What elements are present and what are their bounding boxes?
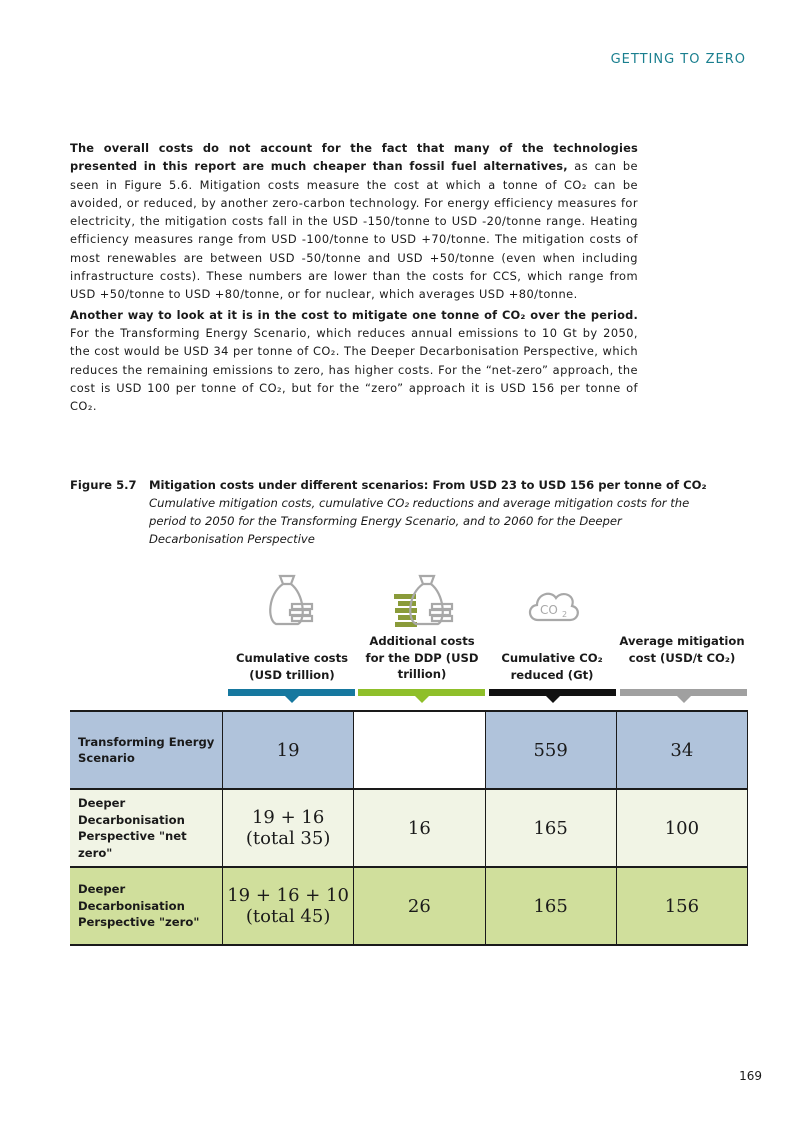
paragraph-2: [70, 306, 638, 416]
paragraph-2-lead: Another way to look at it is in the cost to mitigate one tonne of CO₂ over the period.: [70, 307, 638, 322]
paragraph-2-text: For the Transforming Energy Scenario, which reduces annual emissions to 10 Gt by 2050, the cost would be USD 34 per tonne of CO₂. The Deeper Decarbonisation Perspective, which reduces the remaining emissions to zero, has higher costs. For the “net-zero” approach, the cost is USD 100 per tonne of CO₂, but for the “zero” approach it is USD 156 per tonne of CO₂.: [70, 325, 638, 414]
figure-caption: [70, 476, 750, 548]
row-label: Deeper Decarbonisation Perspective "zero": [70, 867, 223, 945]
cell-cumulative-line2: (total 35): [245, 828, 331, 849]
cell-co2: 165: [485, 789, 616, 867]
cell-avg: 156: [616, 867, 747, 945]
cell-co2: 559: [485, 711, 616, 789]
figure-label: Figure 5.7: [70, 478, 137, 492]
svg-text:CO: CO: [540, 603, 558, 617]
cell-cumulative-line1: 19 + 16 + 10: [227, 885, 349, 906]
co2-cloud-icon: [524, 584, 582, 626]
col-header-avg-cost: Average mitigation cost (USD/t CO₂): [619, 634, 745, 665]
col-marker-cumulative: [285, 696, 299, 703]
body-text: [70, 139, 638, 417]
money-bag-icon: [262, 570, 320, 628]
cell-additional: 16: [354, 789, 485, 867]
col-marker-avg: [677, 696, 691, 703]
cell-avg: 34: [616, 711, 747, 789]
table-row: [70, 711, 748, 789]
mitigation-table: [70, 710, 748, 946]
col-marker-additional: [415, 696, 429, 703]
paragraph-1-text: as can be seen in Figure 5.6. Mitigation costs measure the cost at which a tonne of CO₂ can be avoided, or reduced, by another zero-carbon technology. For energy efficiency measures for electricity, the mitigation costs fall in the USD -150/tonne to USD -20/tonne range. Heating efficiency measures range from USD -100/tonne to USD +70/tonne. The mitigation costs of most renewables are between USD -50/tonne and USD +50/tonne (even when including infrastructure costs). These numbers are lower than the costs for CCS, which range from USD +50/tonne to USD +80/tonne, or for nuclear, which averages USD +80/tonne.: [70, 159, 638, 302]
figure-subtitle: Cumulative mitigation costs, cumulative CO₂ reductions and average mitigation costs for the period to 2050 for the Transforming Energy Scenario, and to 2060 for the Deeper Decarbonisation Perspective: [149, 496, 690, 546]
cell-cumulative-line1: 19: [276, 739, 300, 761]
table-row: [70, 789, 748, 867]
col-bar-avg: [620, 689, 747, 696]
col-bar-cumulative: [228, 689, 355, 696]
cell-cumulative-line1: 19 + 16: [251, 807, 325, 828]
col-header-co2-reduced: Cumulative CO₂ reduced (Gt): [501, 651, 603, 682]
cell-cumulative: [223, 867, 354, 945]
col-header-additional-costs: Additional costs for the DDP (USD trillion): [365, 634, 479, 681]
col-marker-co2: [546, 696, 560, 703]
col-bar-co2: [489, 689, 616, 696]
row-label: Deeper Decarbonisation Perspective "net zero": [70, 789, 223, 867]
col-bar-additional: [358, 689, 485, 696]
cell-cumulative: [223, 789, 354, 867]
table-row: [70, 867, 748, 945]
cell-cumulative-line2: (total 45): [245, 906, 331, 927]
row-label: Transforming Energy Scenario: [70, 711, 223, 789]
figure-title: Mitigation costs under different scenarios: From USD 23 to USD 156 per tonne of CO₂: [149, 478, 707, 492]
section-header: GETTING TO ZERO: [610, 52, 746, 67]
cell-co2: 165: [485, 867, 616, 945]
col-header-cumulative-costs: Cumulative costs (USD trillion): [235, 651, 349, 682]
cell-additional: [354, 711, 485, 789]
cell-cumulative: [223, 711, 354, 789]
cell-additional: 26: [354, 867, 485, 945]
paragraph-1-lead: The overall costs do not account for the fact that many of the technologies presented in this report are much cheaper than fossil fuel alternatives,: [70, 141, 638, 174]
money-bag-green-icon: [392, 570, 460, 628]
svg-text:2: 2: [562, 610, 568, 619]
page-number: 169: [739, 1069, 762, 1083]
paragraph-1: [70, 139, 638, 304]
cell-avg: 100: [616, 789, 747, 867]
